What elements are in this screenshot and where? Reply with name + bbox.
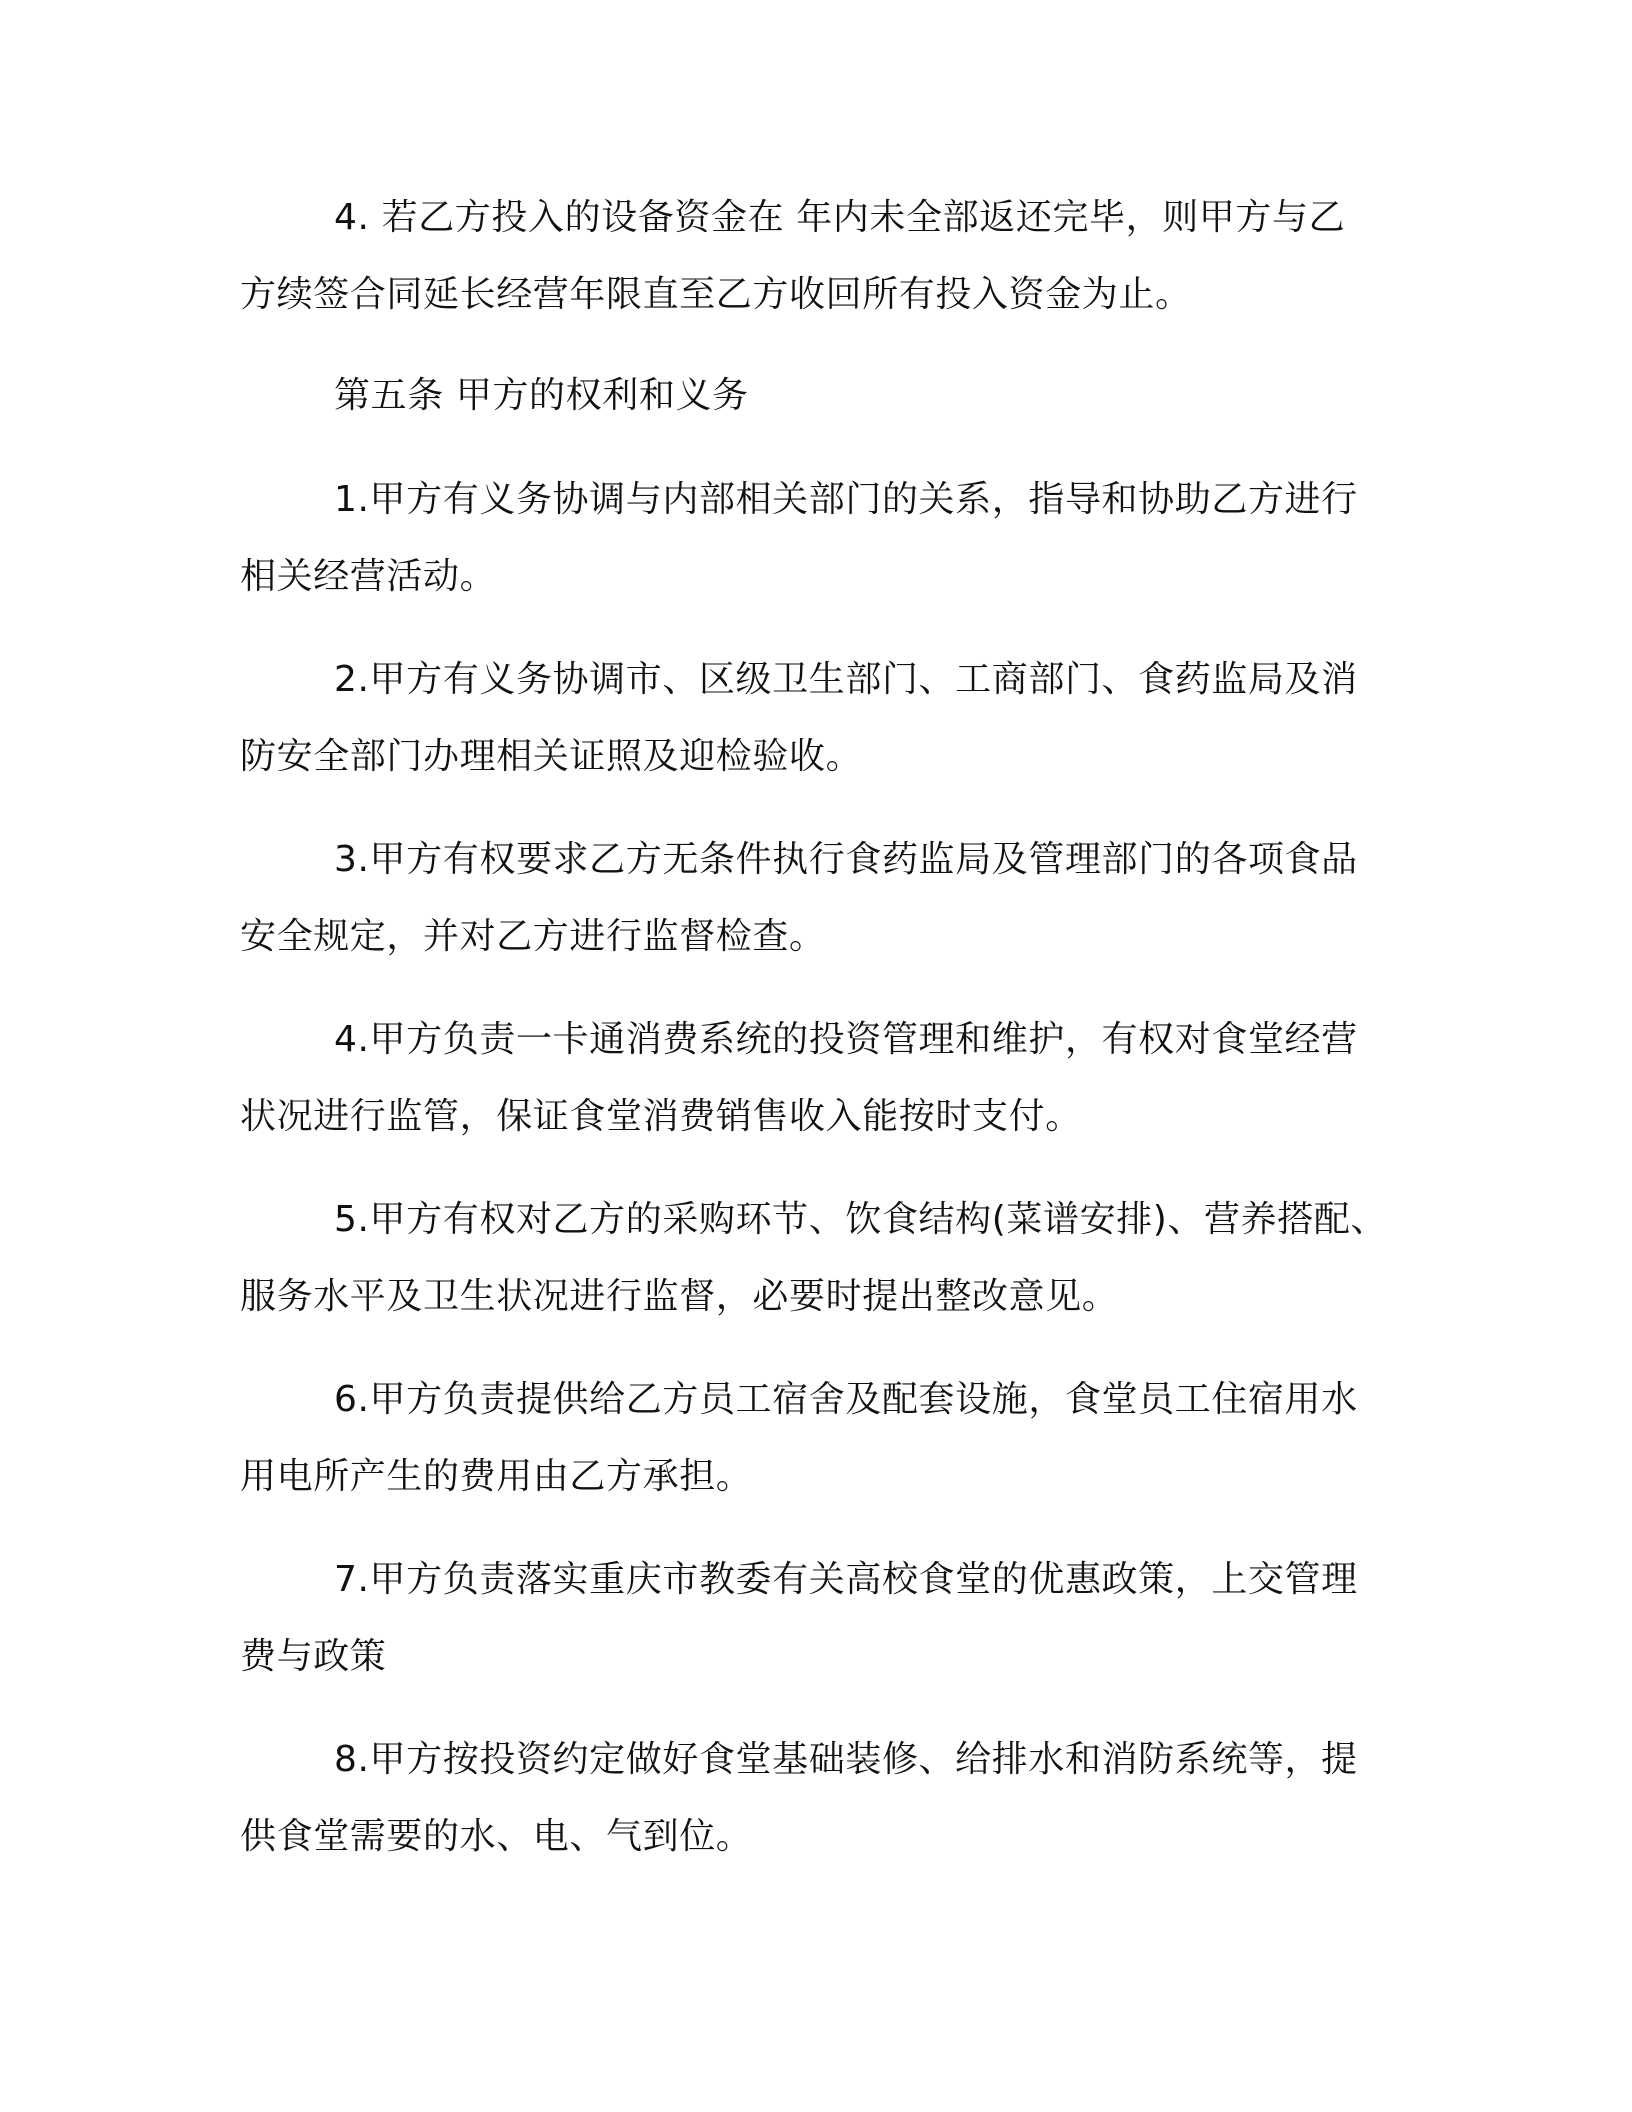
paragraph-4-equipment-funds: [240, 179, 1390, 333]
paragraph-item-5: [240, 1181, 1390, 1335]
paragraph-item-1: [240, 461, 1390, 615]
paragraph-line: 6.甲方负责提供给乙方员工宿舍及配套设施，食堂员工住宿用水: [334, 1379, 1358, 1420]
paragraph-line: 费与政策: [240, 1636, 387, 1677]
paragraph-item-7: [240, 1541, 1390, 1695]
paragraph-item-4: [240, 1001, 1390, 1155]
paragraph-line: 7.甲方负责落实重庆市教委有关高校食堂的优惠政策，上交管理: [334, 1559, 1358, 1600]
paragraph-line: 8.甲方按投资约定做好食堂基础装修、给排水和消防系统等，提: [334, 1739, 1358, 1780]
section-heading-article-5: 第五条 甲方的权利和义务: [334, 375, 749, 416]
paragraph-item-2: [240, 641, 1390, 795]
paragraph-line: 4.甲方负责一卡通消费系统的投资管理和维护，有权对食堂经营: [334, 1019, 1358, 1060]
paragraph-line: 相关经营活动。: [240, 556, 497, 597]
paragraph-line: 供食堂需要的水、电、气到位。: [240, 1816, 753, 1857]
paragraph-line: 服务水平及卫生状况进行监督，必要时提出整改意见。: [240, 1276, 1119, 1317]
paragraph-item-3: [240, 821, 1390, 975]
paragraph-line: 5.甲方有权对乙方的采购环节、饮食结构(菜谱安排)、营养搭配、: [334, 1199, 1388, 1240]
paragraph-line: 安全规定，并对乙方进行监督检查。: [240, 916, 826, 957]
paragraph-line: 用电所产生的费用由乙方承担。: [240, 1456, 753, 1497]
paragraph-line: 状况进行监管，保证食堂消费销售收入能按时支付。: [240, 1096, 1082, 1137]
paragraph-line: 2.甲方有义务协调市、区级卫生部门、工商部门、食药监局及消: [334, 659, 1358, 700]
paragraph-line: 防安全部门办理相关证照及迎检验收。: [240, 736, 863, 777]
paragraph-item-8: [240, 1721, 1390, 1875]
paragraph-line: 方续签合同延长经营年限直至乙方收回所有投入资金为止。: [240, 274, 1192, 315]
paragraph-item-6: [240, 1361, 1390, 1515]
paragraph-line: 3.甲方有权要求乙方无条件执行食药监局及管理部门的各项食品: [334, 839, 1358, 880]
paragraph-line: 4. 若乙方投入的设备资金在 年内未全部返还完毕，则甲方与乙: [334, 197, 1346, 238]
paragraph-line: 1.甲方有义务协调与内部相关部门的关系，指导和协助乙方进行: [334, 479, 1358, 520]
